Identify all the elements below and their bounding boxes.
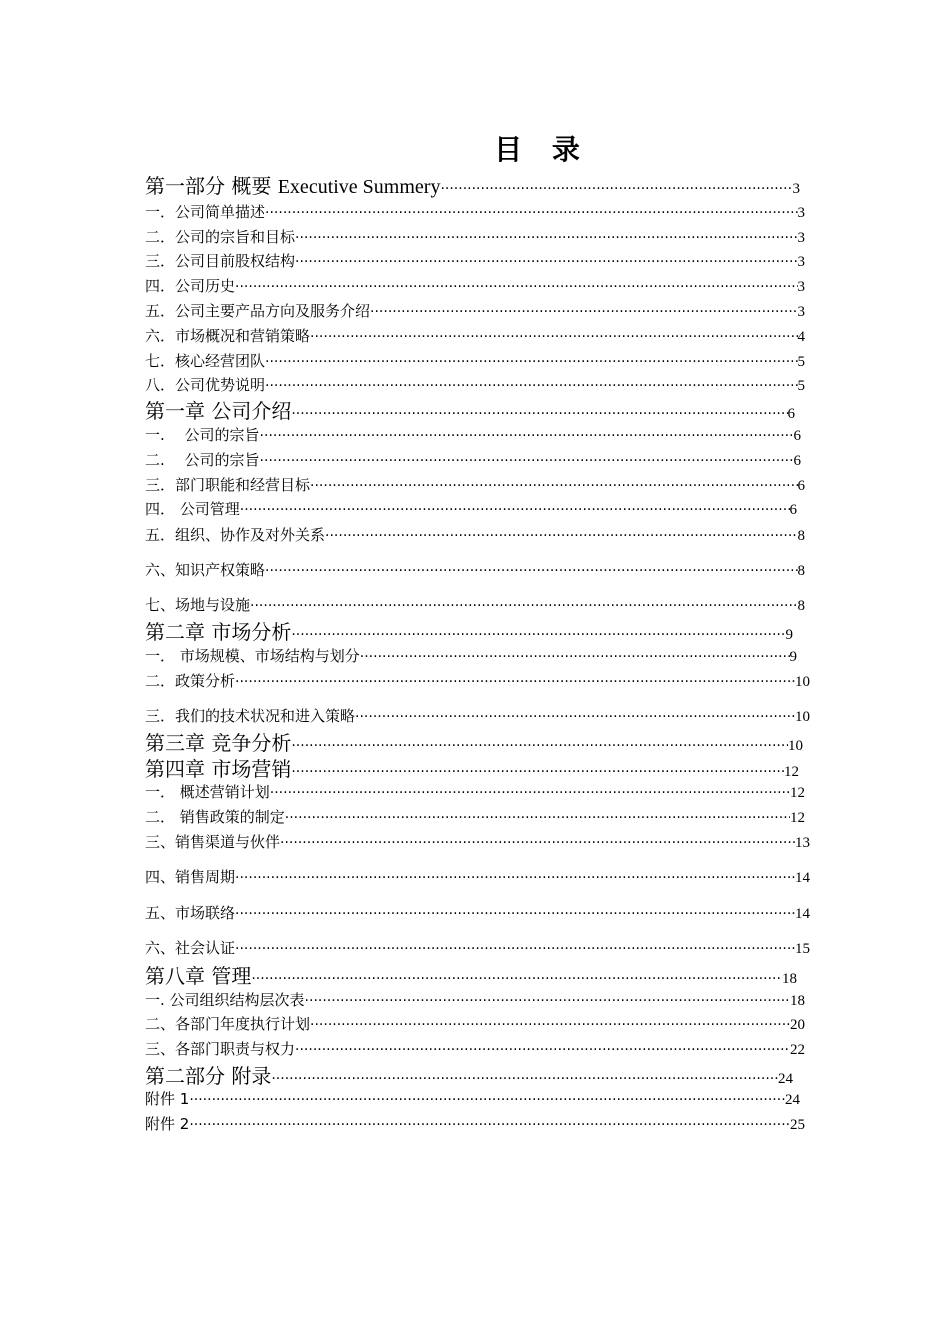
toc-entry-label: 七．核心经营团队	[145, 352, 266, 370]
toc-entry-page: 12	[784, 764, 799, 780]
toc-entry-label: 三、销售渠道与伙伴	[145, 833, 281, 851]
toc-entry[interactable]	[145, 251, 805, 272]
toc-entry-page: 25	[790, 1117, 805, 1133]
toc-entry-label: 八．公司优势说明	[145, 376, 266, 394]
leader-dots	[235, 904, 795, 924]
toc-entry-label: 二．公司的宗旨和目标	[145, 228, 296, 246]
toc-entry-label: 一． 概述营销计划	[145, 783, 270, 801]
leader-dots	[280, 833, 795, 853]
toc-entry-page: 3	[797, 304, 805, 320]
leader-dots	[295, 252, 797, 272]
toc-entry-page: 22	[790, 1042, 805, 1058]
leader-dots	[295, 228, 797, 248]
toc-entry[interactable]	[145, 595, 805, 616]
leader-dots	[240, 500, 790, 520]
toc-entry-label: 二、各部门年度执行计划	[145, 1015, 311, 1033]
toc-entry-page: 3	[797, 254, 805, 270]
leader-dots	[270, 783, 790, 803]
toc-entry[interactable]	[145, 807, 805, 828]
toc-entry-label: 六．市场概况和营销策略	[145, 327, 311, 345]
toc-entry-label: 五．公司主要产品方向及服务介绍	[145, 302, 371, 320]
toc-title: 目 录	[494, 133, 590, 166]
toc-entry-page: 10	[795, 674, 810, 690]
toc-entry-page: 8	[797, 528, 805, 544]
toc-entry-label: 附件 1	[145, 1090, 190, 1108]
toc-entry-page: 14	[795, 870, 810, 886]
toc-entry-page: 12	[790, 785, 805, 801]
toc-entry[interactable]	[145, 832, 810, 853]
toc-entry[interactable]	[145, 903, 810, 924]
toc-entry-page: 8	[797, 563, 805, 579]
toc-entry-page: 3	[797, 279, 805, 295]
leader-dots	[265, 203, 797, 223]
toc-entry-label: 六、社会认证	[145, 939, 236, 957]
toc-entry-label: 一. 公司的宗旨	[145, 426, 260, 444]
toc-entry-label: 三、各部门职责与权力	[145, 1040, 296, 1058]
toc-entry[interactable]	[145, 1089, 800, 1110]
toc-entry[interactable]	[145, 475, 805, 496]
toc-entry-page: 10	[788, 738, 803, 754]
toc-entry-page: 6	[787, 406, 795, 422]
toc-entry-label: 二. 公司的宗旨	[145, 451, 260, 469]
toc-entry-page: 5	[797, 378, 805, 394]
leader-dots	[291, 622, 785, 648]
toc-entry[interactable]	[145, 450, 801, 471]
leader-dots	[310, 476, 797, 496]
leader-dots	[355, 707, 795, 727]
toc-entry[interactable]	[145, 963, 797, 992]
toc-entry-label: 四． 公司管理	[145, 500, 240, 518]
toc-entry-label: 三．我们的技术状况和进入策略	[145, 707, 356, 725]
toc-entry-page: 6	[797, 478, 805, 494]
toc-entry[interactable]	[145, 351, 805, 372]
toc-entry-label: 二． 销售政策的制定	[145, 808, 285, 826]
toc-entry-page: 3	[797, 205, 805, 221]
toc-entry[interactable]	[145, 646, 797, 667]
leader-dots	[295, 1040, 790, 1060]
toc-entry[interactable]	[145, 990, 805, 1011]
toc-entry-page: 10	[795, 709, 810, 725]
leader-dots	[235, 277, 797, 297]
toc-entry-page: 18	[790, 993, 805, 1009]
toc-entry[interactable]	[145, 1114, 805, 1135]
leader-dots	[285, 808, 790, 828]
toc-entry[interactable]	[145, 425, 801, 446]
leader-dots	[265, 376, 797, 396]
toc-entry-label: 附件 2	[145, 1115, 190, 1133]
toc-entry-label: 五、市场联络	[145, 904, 236, 922]
leader-dots	[235, 672, 795, 692]
toc-entry[interactable]	[145, 730, 803, 759]
toc-entry[interactable]	[145, 525, 805, 546]
toc-entry[interactable]	[145, 756, 799, 785]
toc-entry-page: 6	[793, 453, 801, 469]
toc-entry-page: 15	[795, 941, 810, 957]
toc-entry[interactable]	[145, 671, 810, 692]
toc-entry[interactable]	[145, 782, 805, 803]
leader-dots	[189, 1090, 785, 1110]
toc-entry-label: 第二部分 附录	[145, 1064, 272, 1088]
toc-entry-page: 8	[797, 598, 805, 614]
toc-entry[interactable]	[145, 326, 805, 347]
leader-dots	[305, 991, 790, 1011]
toc-entry-label: 一．公司简单描述	[145, 203, 266, 221]
toc-entry-label: 第一章 公司介绍	[145, 399, 292, 423]
leader-dots	[310, 327, 797, 347]
toc-entry[interactable]	[145, 706, 810, 727]
toc-entry-label: 第四章 市场营销	[145, 757, 292, 781]
toc-entry[interactable]	[145, 375, 805, 396]
leader-dots	[250, 596, 797, 616]
leader-dots	[260, 451, 794, 471]
toc-entry-page: 6	[789, 502, 797, 518]
toc-entry[interactable]	[145, 1063, 793, 1092]
leader-dots	[235, 939, 795, 959]
toc-entry-label-latin: Executive Summery	[277, 176, 441, 198]
leader-dots	[291, 401, 787, 427]
toc-entry-label: 第八章 管理	[145, 964, 252, 988]
leader-dots	[370, 302, 797, 322]
toc-entry[interactable]	[145, 173, 800, 202]
toc-entry[interactable]	[145, 1039, 805, 1060]
toc-entry-page: 3	[792, 181, 800, 197]
leader-dots	[189, 1115, 790, 1135]
leader-dots	[360, 647, 790, 667]
toc-entry[interactable]	[145, 398, 795, 427]
toc-entry-page: 18	[782, 971, 797, 987]
toc-entry-page: 12	[790, 810, 805, 826]
toc-entry-label: 一. 公司组织结构层次表	[145, 991, 305, 1009]
toc-entry[interactable]	[145, 202, 805, 223]
toc-entry-page: 5	[797, 354, 805, 370]
toc-entry-label: 七、场地与设施	[145, 596, 251, 614]
toc-entry[interactable]	[145, 276, 805, 297]
toc-entry-page: 13	[795, 835, 810, 851]
toc-entry-page: 4	[797, 329, 805, 345]
toc-entry-page: 20	[790, 1017, 805, 1033]
toc-entry[interactable]	[145, 619, 793, 648]
toc-entry-label: 四、销售周期	[145, 868, 236, 886]
toc-entry[interactable]	[145, 227, 805, 248]
toc-entry-page: 6	[793, 428, 801, 444]
toc-entry-label: 五．组织、协作及对外关系	[145, 526, 326, 544]
toc-entry-label: 四．公司历史	[145, 277, 236, 295]
toc-entry-page: 9	[785, 627, 793, 643]
toc-entry-label: 二．政策分析	[145, 672, 236, 690]
toc-entry-page: 3	[797, 230, 805, 246]
toc-entry[interactable]	[145, 867, 810, 888]
leader-dots	[251, 966, 782, 992]
toc-entry-label: 三．公司目前股权结构	[145, 252, 296, 270]
leader-dots	[260, 426, 794, 446]
toc-entry[interactable]	[145, 560, 805, 581]
toc-entry-page: 14	[795, 906, 810, 922]
toc-entry-page: 24	[778, 1071, 793, 1087]
toc-entry[interactable]	[145, 938, 810, 959]
toc-entry-page: 9	[789, 649, 797, 665]
toc-entry[interactable]	[145, 499, 797, 520]
leader-dots	[265, 352, 797, 372]
toc-entry-label: 第二章 市场分析	[145, 620, 292, 644]
leader-dots	[325, 526, 797, 546]
leader-dots	[310, 1015, 790, 1035]
leader-dots	[440, 176, 792, 202]
toc-entry-label: 六、知识产权策略	[145, 561, 266, 579]
toc-entry-label: 第三章 竞争分析	[145, 731, 292, 755]
toc-entry-label: 一． 市场规模、市场结构与划分	[145, 647, 360, 665]
toc-entry-label: 第一部分 概要	[145, 174, 278, 198]
leader-dots	[265, 561, 797, 581]
toc-entry-label: 三．部门职能和经营目标	[145, 476, 311, 494]
toc-entry-page: 24	[785, 1092, 800, 1108]
leader-dots	[235, 868, 795, 888]
toc-entry[interactable]	[145, 301, 805, 322]
toc-entry[interactable]	[145, 1014, 805, 1035]
